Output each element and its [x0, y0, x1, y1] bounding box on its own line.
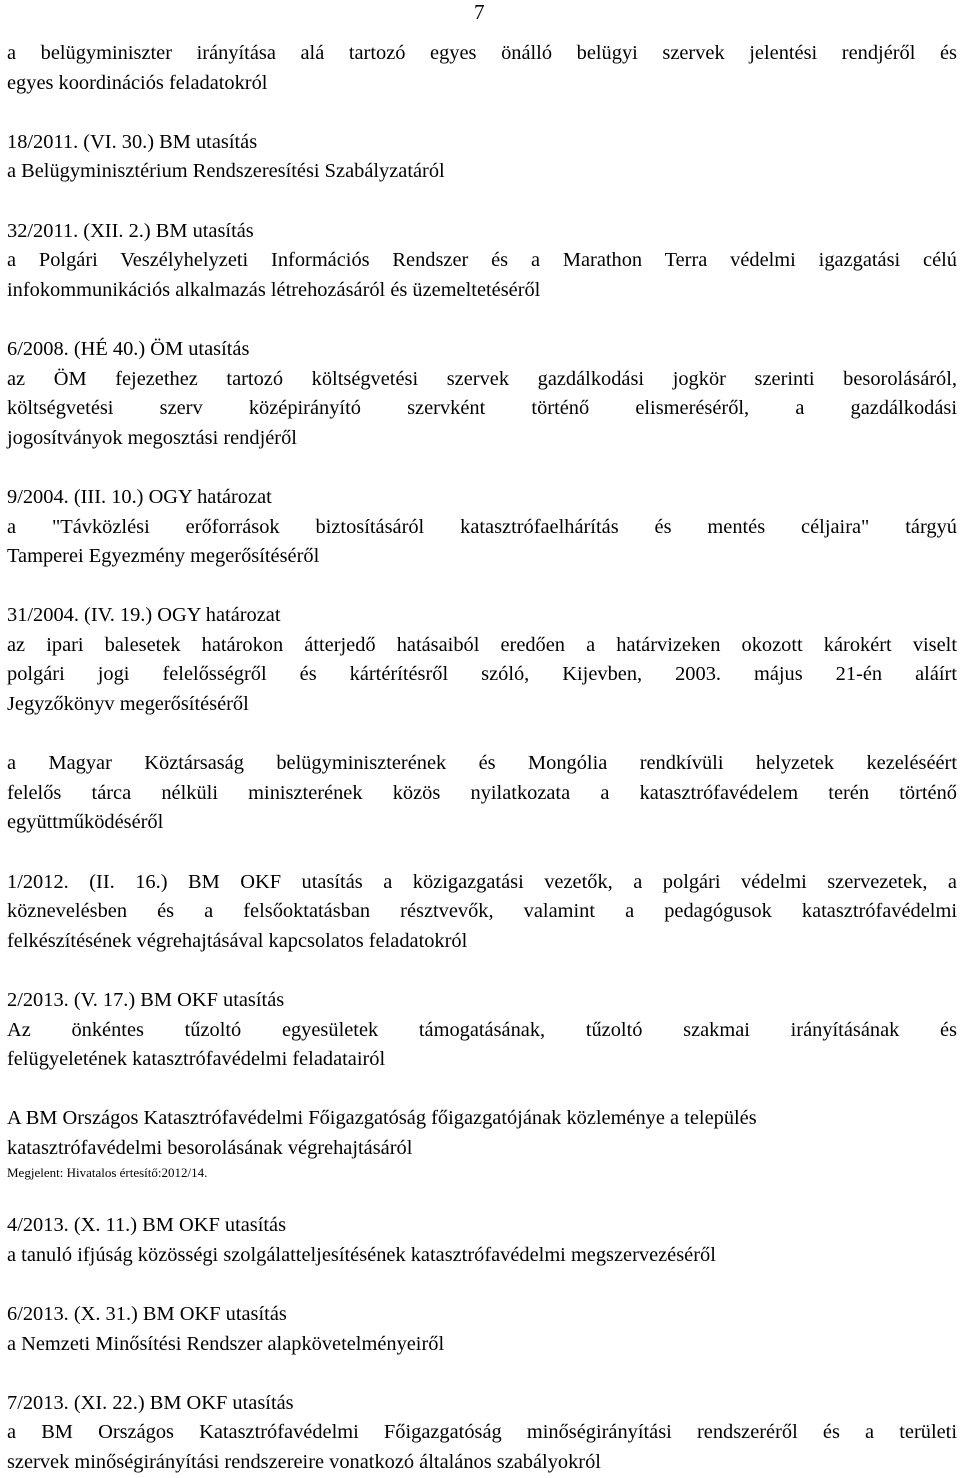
- entry-text-line: katasztrófavédelmi besorolásának végrehajtásáról: [7, 1136, 413, 1159]
- entry-text-line: az ÖM fejezethez tartozó költségvetési szervek gazdálkodási jogkör szerinti besorolásáról,: [7, 367, 957, 390]
- entry-text-line: a "Távközlési erőforrások biztosításáról katasztrófaelhárítás és mentés céljaira" tárgyú: [7, 515, 957, 538]
- entry-heading-line: 6/2008. (HÉ 40.) ÖM utasítás: [7, 337, 250, 360]
- document-entry: [7, 483, 957, 572]
- entry-heading-line: 32/2011. (XII. 2.) BM utasítás: [7, 219, 254, 242]
- paragraph-gap: [7, 1359, 957, 1389]
- paragraph-gap: [7, 720, 957, 750]
- document-entry: [7, 986, 957, 1075]
- entry-heading-line: A BM Országos Katasztrófavédelmi Főigazgatóság főigazgatójának közleménye a település: [7, 1107, 757, 1130]
- entry-heading-line: 18/2011. (VI. 30.) BM utasítás: [7, 130, 258, 153]
- document-entry: [7, 1211, 957, 1270]
- document-body: [7, 39, 957, 1478]
- entry-text-line: Jegyzőkönyv megerősítéséről: [7, 693, 249, 716]
- entry-text-line: felkészítésének végrehajtásával kapcsolatos feladatokról: [7, 929, 468, 952]
- entry-text-line: Tamperei Egyezmény megerősítéséről: [7, 545, 320, 568]
- document-entry: [7, 1389, 957, 1478]
- document-entry: [7, 335, 957, 453]
- document-entry: [7, 601, 957, 719]
- entry-heading-line: 9/2004. (III. 10.) OGY határozat: [7, 485, 272, 508]
- entry-text-line: a Polgári Veszélyhelyzeti Információs Rendszer és a Marathon Terra védelmi igazgatási célú: [7, 249, 957, 272]
- page-number: 7: [474, 0, 485, 24]
- entry-heading-line: 7/2013. (XI. 22.) BM OKF utasítás: [7, 1391, 294, 1414]
- document-entry: [7, 1104, 957, 1181]
- paragraph-gap: [7, 305, 957, 335]
- paragraph-gap: [7, 1270, 957, 1300]
- entry-text-line: egyes koordinációs feladatokról: [7, 71, 268, 94]
- entry-text-line: az ipari balesetek határokon átterjedő hatásaiból eredően a határvizeken okozott károkért viselt: [7, 633, 957, 656]
- entry-text-line: jogosítványok megosztási rendjéről: [7, 426, 297, 449]
- entry-heading-line: 4/2013. (X. 11.) BM OKF utasítás: [7, 1214, 287, 1237]
- entry-text-line: szervek minőségirányítási rendszereire vonatkozó általános szabályokról: [7, 1450, 601, 1473]
- paragraph-gap: [7, 98, 957, 128]
- entry-text-line: köznevelésben és a felsőoktatásban résztvevők, valamint a pedagógusok katasztrófavédelmi: [7, 900, 957, 923]
- entry-heading-line: a belügyminiszter irányítása alá tartozó egyes önálló belügyi szervek jelentési rendjéről és: [7, 42, 957, 64]
- entry-text-line: polgári jogi felelősségről és kártérítésről szóló, Kijevben, 2003. május 21-én aláírt: [7, 663, 957, 686]
- entry-heading-line: 31/2004. (IV. 19.) OGY határozat: [7, 604, 281, 627]
- entry-text-line: Az önkéntes tűzoltó egyesületek támogatásának, tűzoltó szakmai irányításának és: [7, 1018, 957, 1041]
- entry-text-line: felügyeletének katasztrófavédelmi feladatairól: [7, 1048, 386, 1071]
- entry-text-line: a Belügyminisztérium Rendszeresítési Szabályzatáról: [7, 160, 445, 183]
- document-entry: [7, 128, 957, 187]
- entry-heading-line: 1/2012. (II. 16.) BM OKF utasítás a közigazgatási vezetők, a polgári védelmi szervezetek, a: [7, 870, 957, 893]
- document-entry: [7, 39, 957, 98]
- entry-text-line: a tanuló ifjúság közösségi szolgálatteljesítésének katasztrófavédelmi megszervezéséről: [7, 1243, 716, 1266]
- entry-text-line: a BM Országos Katasztrófavédelmi Főigazgatóság minőségirányítási rendszeréről és a területi: [7, 1421, 957, 1444]
- document-entry: [7, 868, 957, 957]
- entry-heading-line: a Magyar Köztársaság belügyminiszterének és Mongólia rendkívüli helyzetek kezeléséért: [7, 752, 957, 775]
- entry-text-line: felelős tárca nélküli miniszterének közös nyilatkozata a katasztrófavédelem terén történő: [7, 781, 957, 804]
- paragraph-gap: [7, 838, 957, 868]
- entry-heading-line: 2/2013. (V. 17.) BM OKF utasítás: [7, 989, 285, 1011]
- document-entry: [7, 749, 957, 838]
- entry-text-line: együttműködéséről: [7, 811, 164, 834]
- paragraph-gap: [7, 187, 957, 217]
- paragraph-gap: [7, 1075, 957, 1105]
- paragraph-gap: [7, 1182, 957, 1212]
- publication-note: Megjelent: Hivatalos értesítő:2012/14.: [7, 1164, 208, 1180]
- entry-text-line: a Nemzeti Minősítési Rendszer alapkövetelményeiről: [7, 1332, 445, 1355]
- document-entry: [7, 217, 957, 306]
- paragraph-gap: [7, 453, 957, 483]
- paragraph-gap: [7, 572, 957, 602]
- entry-text-line: infokommunikációs alkalmazás létrehozásáról és üzemeltetéséről: [7, 278, 541, 301]
- paragraph-gap: [7, 956, 957, 986]
- entry-heading-line: 6/2013. (X. 31.) BM OKF utasítás: [7, 1302, 287, 1325]
- entry-text-line: költségvetési szerv középirányító szervként történő elismeréséről, a gazdálkodási: [7, 397, 957, 420]
- document-entry: [7, 1300, 957, 1359]
